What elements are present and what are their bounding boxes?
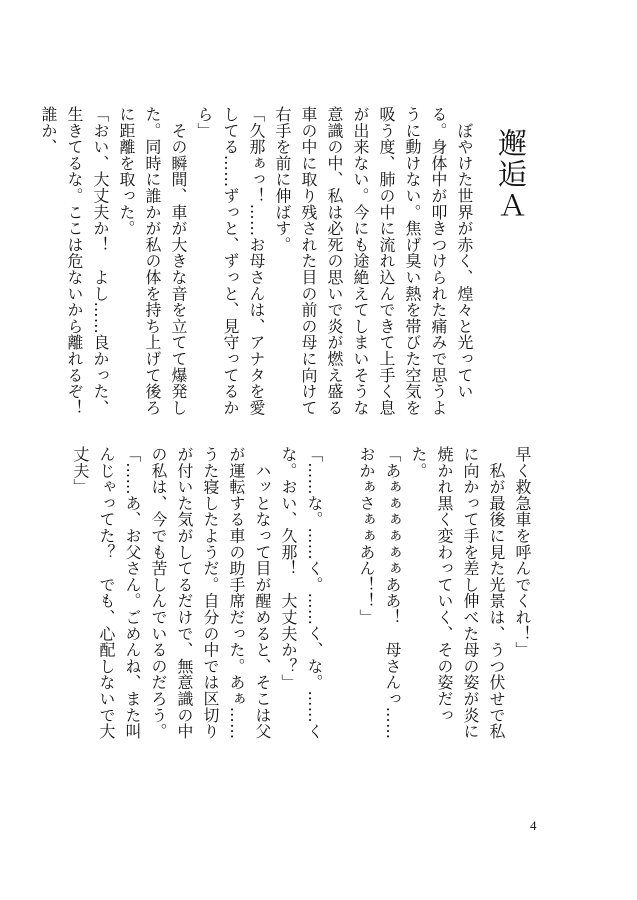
paragraph: 早く救急車を呼んでくれ！」 xyxy=(513,446,532,658)
paragraph-spacer xyxy=(327,446,353,748)
lower-text-block xyxy=(71,446,535,748)
chapter-title: 邂逅Ａ xyxy=(494,128,528,221)
paragraph: 「……あ、お父さん。ごめんね、また叫んじゃってた？ でも、心配しないで大丈夫」 xyxy=(71,446,142,740)
paragraph: 「おい、大丈夫か！ よし……良かった、生きてるな。ここは危ないから離れるぞ！ 誰か、 xyxy=(39,106,110,433)
paragraph: 私が最後に見た光景は、うつ伏せで私に向かって手を差し伸べた母の姿が炎に焼かれ黒く変わっていく、その姿だった。 xyxy=(409,446,506,740)
paragraph: ぼやけた世界が赤く、煌々と光っている。身体中が叩きつけられた痛みで思うように動けない。焦げ臭い熱を帯びた空気を吸う度、肺の中に流れ込んできて上手く息が出来ない。今にも途絶えてしまいそうな意識の中、私は必死の思いで炎が燃え盛る車の中に取り残された目の前の母に向けて右手を前に伸ばす。 xyxy=(273,106,474,416)
paragraph: ハッとなって目が醒めると、そこは父が運転する車の助手席だった。あぁ……うた寝したようだ。自分の中では区切りが付いた気がしてるだけで、無意識の中の私は、今でも苦しんでいるのだろう。 xyxy=(149,446,272,740)
paragraph: 「……な。……く。……く、な。……くな。おい、久那！ 大丈夫か？」 xyxy=(279,446,324,740)
paragraph: 「久那ぁっ！……お母さんは、アナタを愛してる……ずっと、ずっと、見守ってるから」 xyxy=(195,106,266,416)
paragraph: 「あぁぁぁぁぁぁああ！ 母さんっ……おかぁさぁぁあん！！」 xyxy=(357,446,402,740)
upper-text-block xyxy=(39,106,477,433)
paragraph: その瞬間、車が大きな音を立てて爆発した。同時に誰かが私の体を持ち上げて後ろに距離を取った。 xyxy=(117,106,188,416)
page-number: 4 xyxy=(530,818,537,833)
